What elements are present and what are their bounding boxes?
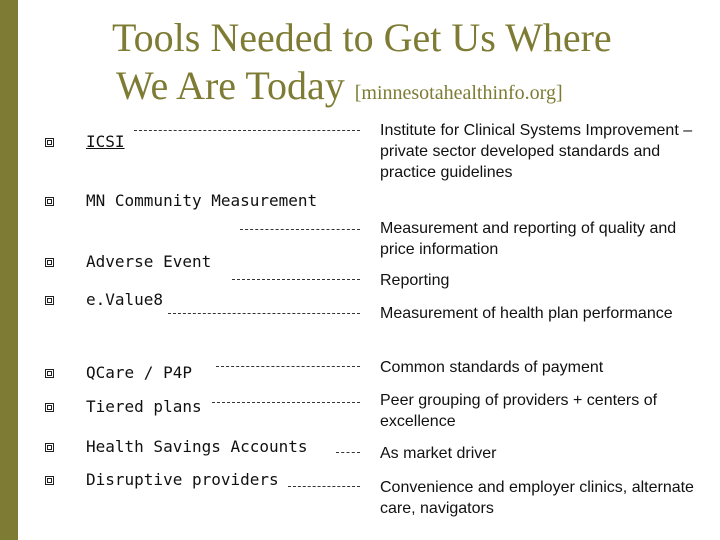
- bullet-icon: [45, 197, 54, 206]
- leader-line: [336, 452, 360, 453]
- leader-line: [232, 279, 360, 280]
- page-title-text: We Are Today: [116, 63, 345, 108]
- bullet-icon: [45, 138, 54, 147]
- item-label-mn-community-measurement: MN Community Measurement: [86, 191, 318, 210]
- leader-line: [134, 130, 360, 131]
- item-label-evalue8: e.Value8: [86, 290, 164, 309]
- item-label-disruptive-providers: Disruptive providers: [86, 470, 279, 489]
- bullet-icon: [45, 403, 54, 412]
- item-label-adverse-event: Adverse Event: [86, 252, 212, 271]
- leader-line: [288, 486, 360, 487]
- bullet-icon: [45, 258, 54, 267]
- item-description-disruptive-providers: Convenience and employer clinics, alternate care, navigators: [380, 479, 694, 517]
- leader-line: [240, 229, 360, 230]
- item-description-adverse-event: Reporting: [380, 272, 450, 289]
- leader-line: [168, 313, 360, 314]
- bullet-icon: [45, 476, 54, 485]
- item-description-tiered-plans: Peer grouping of providers + centers of excellence: [380, 392, 658, 430]
- page-title-line-1: Tools Needed to Get Us Where: [112, 15, 612, 60]
- item-label-qcare-p4p: QCare / P4P: [86, 363, 192, 382]
- item-label-health-savings-accounts: Health Savings Accounts: [86, 437, 308, 456]
- bullet-icon: [45, 369, 54, 378]
- item-description-mn-community-measurement: Measurement and reporting of quality and price information: [380, 220, 677, 258]
- item-description-icsi: Institute for Clinical Systems Improvement – private sector developed standards and practice guidelines: [380, 122, 693, 181]
- source-citation: [minnesotahealthinfo.org]: [354, 82, 563, 104]
- bullet-icon: [45, 443, 54, 452]
- item-label-icsi: ICSI: [86, 132, 125, 151]
- item-description-health-savings-accounts: As market driver: [380, 445, 497, 462]
- leader-line: [216, 366, 360, 367]
- page-title-line-2: [116, 64, 563, 115]
- item-description-evalue8: Measurement of health plan performance: [380, 305, 673, 322]
- accent-sidebar: [0, 0, 18, 540]
- bullet-icon: [45, 296, 54, 305]
- item-label-tiered-plans: Tiered plans: [86, 397, 202, 416]
- leader-line: [212, 402, 360, 403]
- item-description-qcare-p4p: Common standards of payment: [380, 359, 604, 376]
